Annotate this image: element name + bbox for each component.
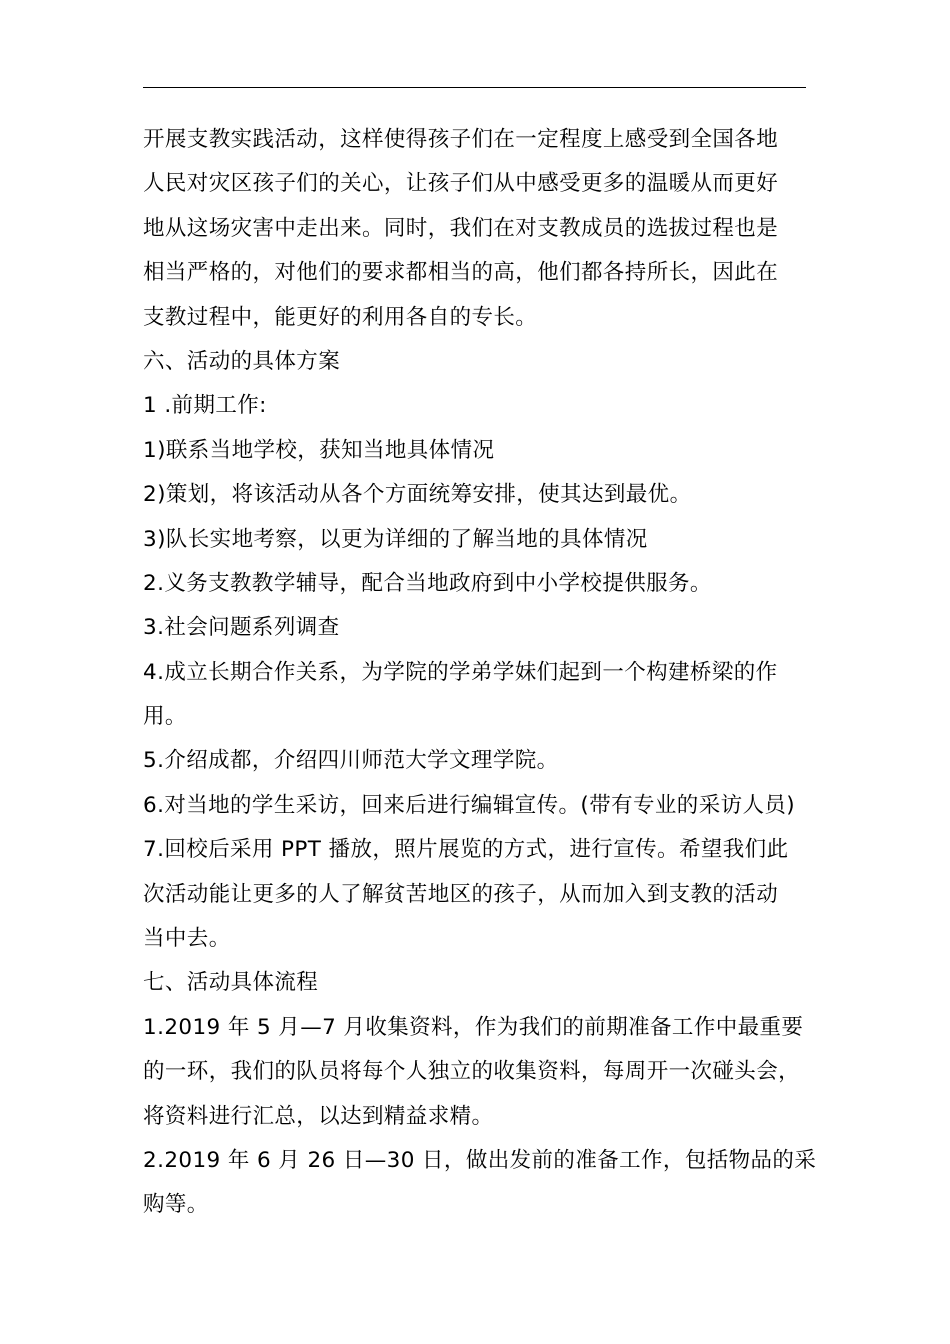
- text-line: 的一环，我们的队员将每个人独立的收集资料，每周开一次碰头会，: [143, 1059, 801, 1085]
- list-item: 2.2019 年 6 月 26 日—30 日，做出发前的准备工作，包括物品的采: [143, 1147, 817, 1173]
- text-line: 1 .前期工作:: [143, 393, 267, 419]
- text-line: 开展支教实践活动，这样使得孩子们在一定程度上感受到全国各地: [143, 127, 779, 152]
- list-item: 7.回校后采用 PPT 播放，照片展览的方式，进行宣传。希望我们此: [143, 837, 789, 863]
- text-line: 将资料进行汇总，以达到精益求精。: [143, 1103, 494, 1129]
- list-item: 5.介绍成都，介绍四川师范大学文理学院。: [143, 748, 559, 774]
- text-line: 购等。: [143, 1192, 209, 1218]
- text-line: 人民对灾区孩子们的关心，让孩子们从中感受更多的温暖从而更好: [143, 171, 779, 197]
- text-line: 次活动能让更多的人了解贫苦地区的孩子，从而加入到支教的活动: [143, 881, 779, 907]
- text-line: 地从这场灾害中走出来。同时，我们在对支教成员的选拔过程也是: [143, 215, 779, 241]
- list-item: 6.对当地的学生采访，回来后进行编辑宣传。(带有专业的采访人员): [143, 792, 796, 818]
- header-rule: [143, 87, 806, 88]
- section-heading: 六、活动的具体方案: [143, 348, 341, 374]
- list-item: 3)队长实地考察，以更为详细的了解当地的具体情况: [143, 526, 648, 552]
- section-heading: 七、活动具体流程: [143, 970, 319, 996]
- text-line: 用。: [143, 704, 187, 730]
- list-item: 1.2019 年 5 月—7 月收集资料，作为我们的前期准备工作中最重要: [143, 1014, 804, 1040]
- list-item: 2.义务支教教学辅导，配合当地政府到中小学校提供服务。: [143, 570, 712, 596]
- list-item: 4.成立长期合作关系，为学院的学弟学妹们起到一个构建桥梁的作: [143, 659, 778, 685]
- text-line: 当中去。: [143, 926, 231, 952]
- body-text: [143, 118, 817, 1228]
- text-line: 相当严格的，对他们的要求都相当的高，他们都各持所长，因此在: [143, 260, 779, 286]
- list-item: 2)策划，将该活动从各个方面统筹安排，使其达到最优。: [143, 482, 692, 508]
- text-line: 支教过程中，能更好的利用各自的专长。: [143, 304, 538, 330]
- list-item: 1)联系当地学校，获知当地具体情况: [143, 437, 495, 463]
- list-item: 3.社会问题系列调查: [143, 615, 340, 641]
